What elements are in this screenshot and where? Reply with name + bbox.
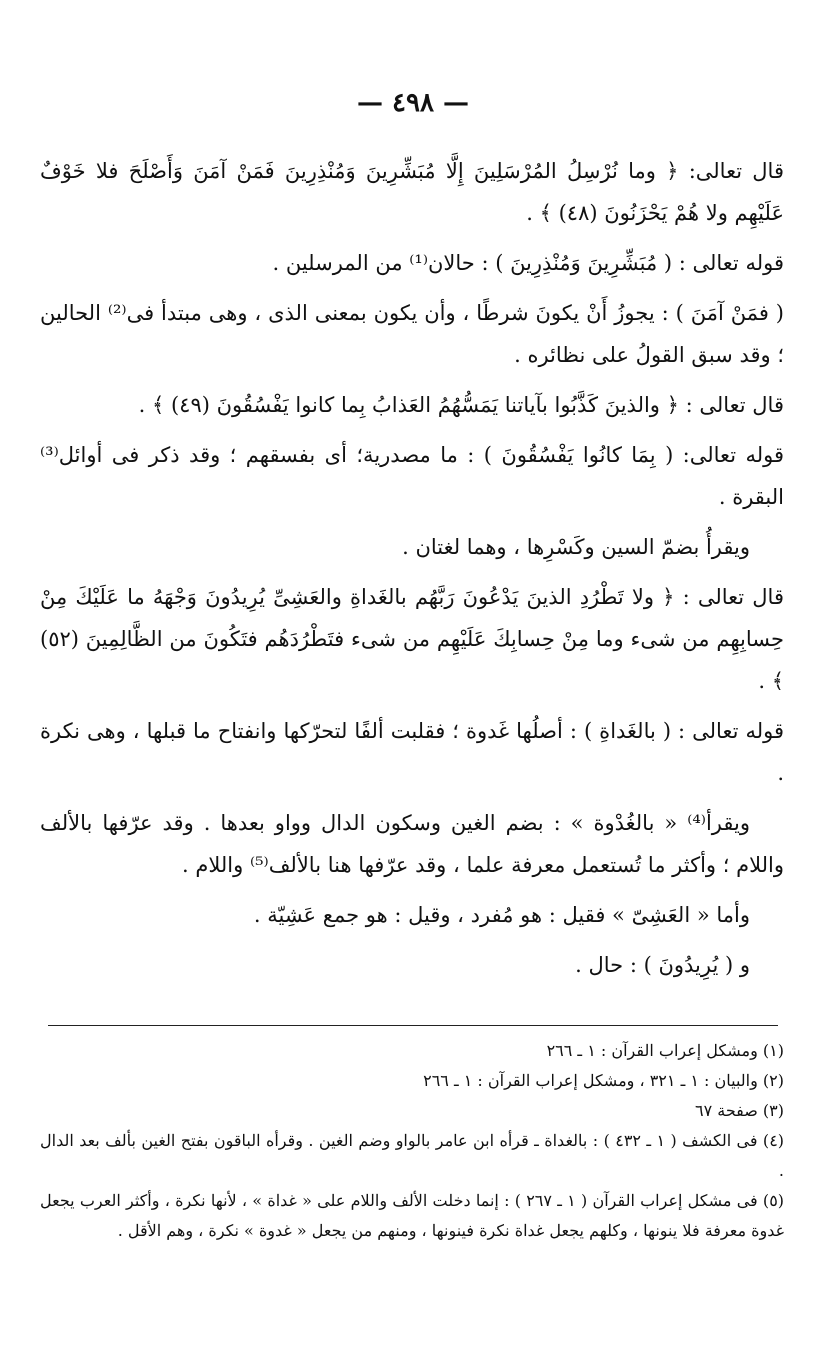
- verse-49: قال تعالى : ﴿ والذينَ كَذَّبُوا بآياتنا يَمَسُّهُمُ العَذابُ بِما كانوا يَفْسُقُونَ (٤٩) ﴾ .: [138, 393, 784, 417]
- paragraph-alashiyy: وأما « العَشِىّ » فقيل : هو مُفرد ، وقيل : هو جمع عَشِيّة .: [253, 903, 750, 927]
- paragraph-reading: ويقرأُ بضمّ السين وكَسْرِها ، وهما لغتان .: [402, 535, 750, 559]
- paragraph-bilghadati: قوله تعالى : ( بالغَداةِ ) : أصلُها غَدوة ؛ فقلبت ألفًا لتحرّكها وانفتاح ما قبلها ، وهى نكرة .: [40, 719, 784, 785]
- verse-48: قال تعالى: ﴿ وما نُرْسِلُ المُرْسَلِينَ إِلَّا مُبَشِّرِينَ وَمُنْذِرِينَ فَمَنْ آمَنَ وَأَصْلَحَ فلا خَوْفٌ عَلَيْهِم ولا هُمْ يَحْزَنُونَ (٤٨) ﴾ .: [40, 159, 784, 225]
- paragraph-bilghudwa: ويقرأ⁽⁴⁾ « بالغُدْوة » : بضم الغين وسكون الدال وواو بعدها . وقد عرّفها بالألف واللام ؛ وأكثر ما تُستعمل معرفة علما ، وقد عرّفها هنا بالألف⁽⁵⁾ واللام .: [40, 811, 784, 877]
- footnote-5: (٥) فى مشكل إعراب القرآن ( ١ ـ ٢٦٧ ) : إنما دخلت الألف واللام على « غداة » ، لأنها نكرة ، وأكثر العرب يجعل غدوة معرفة فلا ينونها ، وكلهم يجعل غداة نكرة فينونها ، ومنهم من يجعل « غدوة » نكرة ، وهم الأقل .: [40, 1191, 785, 1240]
- footnote-4: (٤) فى الكشف ( ١ ـ ٤٣٢ ) : بالغداة ـ قرأه ابن عامر بالواو وضم الغين . وقرأه الباقون بفتح الغين بألف بعد الدال .: [40, 1131, 785, 1180]
- main-text: [40, 150, 784, 994]
- footnote-2: (٢) والبيان : ١ ـ ٣٢١ ، ومشكل إعراب القرآن : ١ ـ ٢٦٦: [423, 1071, 784, 1090]
- paragraph-faman-amana: ( فمَنْ آمَنَ ) : يجوزُ أَنْ يكونَ شرطًا ، وأن يكون بمعنى الذى ، وهى مبتدأ فى⁽²⁾ الحالين ؛ وقد سبق القولُ على نظائره .: [40, 301, 784, 367]
- paragraph-yuriduna: و ( يُرِيدُونَ ) : حال .: [575, 953, 750, 977]
- footnote-divider: [48, 1025, 778, 1026]
- page-number: — ٤٩٨ —: [356, 88, 470, 118]
- paragraph-bima-kanu: قوله تعالى: ( بِمَا كانُوا يَفْسُقُونَ ) : ما مصدرية؛ أى بفسقهم ؛ وقد ذكر فى أوائل⁽³⁾ البقرة .: [40, 443, 784, 509]
- footnote-3: (٣) صفحة ٦٧: [694, 1101, 784, 1120]
- paragraph-mubashshirin: قوله تعالى : ( مُبَشِّرِينَ وَمُنْذِرِينَ ) : حالان⁽¹⁾ من المرسلين .: [272, 251, 784, 275]
- footnote-1: (١) ومشكل إعراب القرآن : ١ ـ ٢٦٦: [546, 1041, 784, 1060]
- verse-52: قال تعالى : ﴿ ولا تَطْرُدِ الذينَ يَدْعُونَ رَبَّهُم بالغَداةِ والعَشِىِّ يُرِيدُونَ وَجْهَهُ ما عَلَيْكَ مِنْ حِسابِهِم من شىء وما مِنْ حِسابِكَ عَلَيْهِم من شىء فتَطْرُدَهُم فتَكُونَ من الظَّالِمِينَ (٥٢) ﴾ .: [40, 585, 784, 693]
- footnotes: [40, 1036, 784, 1246]
